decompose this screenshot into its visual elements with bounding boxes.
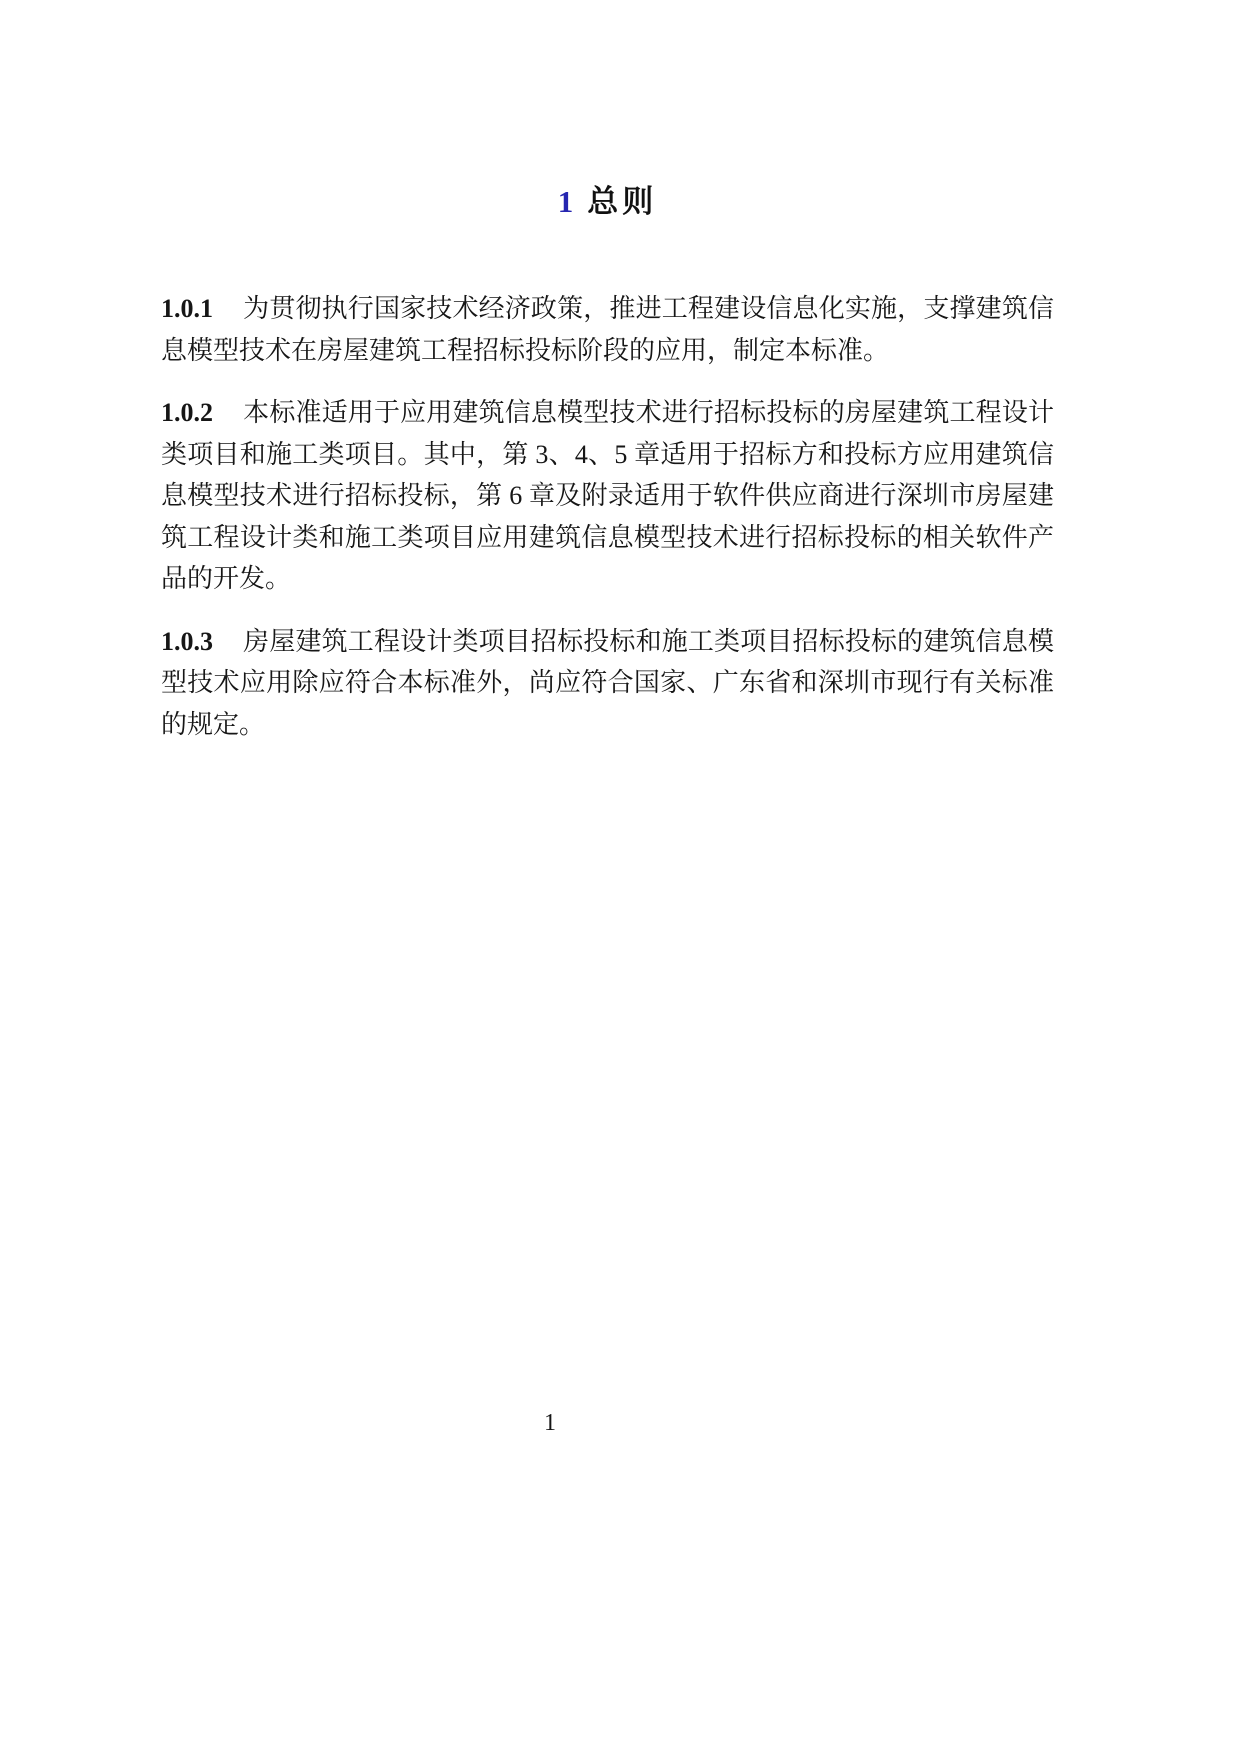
page-number: 1 xyxy=(544,1410,556,1436)
clause-text: 房屋建筑工程设计类项目招标投标和施工类项目招标投标的建筑信息模型技术应用除应符合本标准外，尚应符合国家、广东省和深圳市现行有关标准的规定。 xyxy=(161,626,1054,739)
clause-text: 本标准适用于应用建筑信息模型技术进行招标投标的房屋建筑工程设计类项目和施工类项目。其中，第 3、4、5 章适用于招标方和投标方应用建筑信息模型技术进行招标投标，第 6 章及附录适用于软件供应商进行深圳市房屋建筑工程设计类和施工类项目应用建筑信息模型技术进行招标投标的相关软件产品的开发。 xyxy=(161,398,1054,593)
clause-number: 1.0.2 xyxy=(161,398,213,427)
clause-number: 1.0.1 xyxy=(161,294,213,323)
clause-1-0-1 xyxy=(161,288,1054,371)
page-content xyxy=(161,0,1054,766)
chapter-number: 1 xyxy=(557,184,574,219)
chapter-heading xyxy=(161,184,1054,220)
clause-1-0-2 xyxy=(161,392,1054,600)
clause-1-0-3 xyxy=(161,621,1054,746)
clause-text: 为贯彻执行国家技术经济政策，推进工程建设信息化实施，支撑建筑信息模型技术在房屋建筑工程招标投标阶段的应用，制定本标准。 xyxy=(161,294,1054,365)
clause-number: 1.0.3 xyxy=(161,626,213,656)
clause-list xyxy=(161,288,1054,745)
chapter-title-text: 总则 xyxy=(587,184,658,219)
